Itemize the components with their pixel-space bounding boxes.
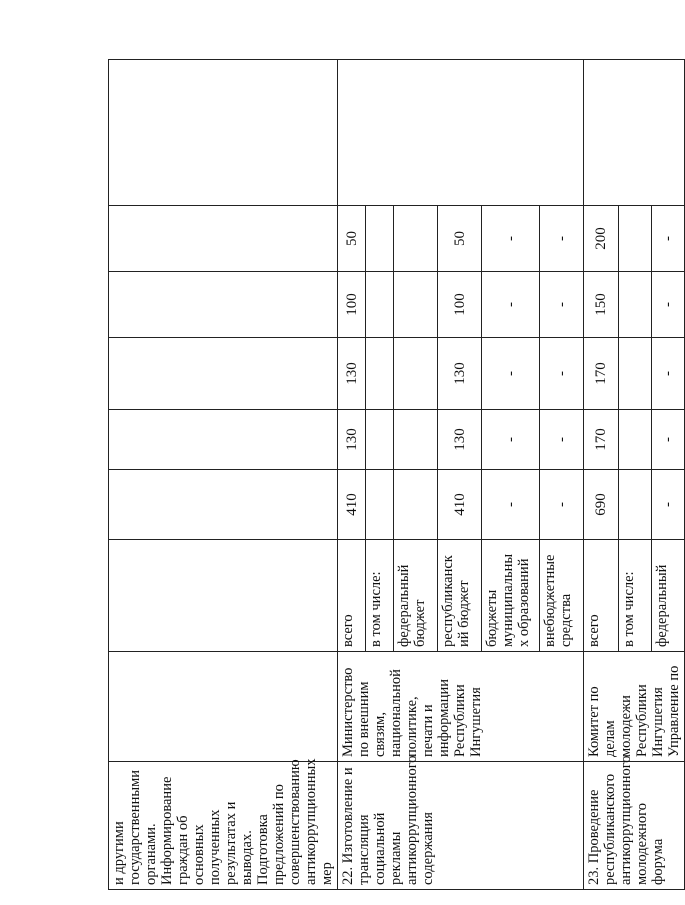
source-cell: бюджеты муниципальны х образований bbox=[482, 540, 540, 652]
table-row-continued bbox=[109, 60, 338, 890]
source-cell bbox=[109, 540, 338, 652]
source-cell: всего bbox=[338, 540, 366, 652]
executor-cell: Комитет по делам молодежи Республики Ингушетия Управление по bbox=[584, 652, 685, 762]
total-cell: 690 bbox=[584, 470, 619, 540]
year2-cell: - bbox=[540, 338, 584, 410]
program-table bbox=[108, 59, 685, 890]
total-cell bbox=[394, 470, 438, 540]
year3-cell bbox=[619, 272, 652, 338]
year4-cell bbox=[619, 206, 652, 272]
source-cell: республиканск ий бюджет bbox=[438, 540, 482, 652]
year1-cell: - bbox=[482, 410, 540, 470]
year3-cell bbox=[394, 272, 438, 338]
year1-cell bbox=[394, 410, 438, 470]
total-cell: - bbox=[652, 470, 685, 540]
year2-cell bbox=[366, 338, 394, 410]
total-cell: - bbox=[540, 470, 584, 540]
year3-cell bbox=[109, 272, 338, 338]
total-cell: 410 bbox=[438, 470, 482, 540]
rotated-table-wrapper bbox=[108, 60, 682, 890]
year3-cell bbox=[366, 272, 394, 338]
extra-cell bbox=[584, 60, 685, 206]
year4-cell: - bbox=[540, 206, 584, 272]
event-cell: и другими государственными органами. Информирование граждан об основных полученных результатах и выводах. Подготовка предложений по совершенствованию антикоррупционных мер bbox=[109, 762, 338, 890]
year1-cell: - bbox=[652, 410, 685, 470]
year1-cell: 130 bbox=[338, 410, 366, 470]
year4-cell bbox=[394, 206, 438, 272]
source-cell: внебюджетные средства bbox=[540, 540, 584, 652]
event-cell: 23. Проведение республиканского антикоррупционного молодежного форума bbox=[584, 762, 685, 890]
year2-cell bbox=[619, 338, 652, 410]
year2-cell: 130 bbox=[338, 338, 366, 410]
source-cell: федеральный bbox=[652, 540, 685, 652]
year3-cell: 100 bbox=[338, 272, 366, 338]
year1-cell: - bbox=[540, 410, 584, 470]
year3-cell: - bbox=[652, 272, 685, 338]
year2-cell: 130 bbox=[438, 338, 482, 410]
source-cell: всего bbox=[584, 540, 619, 652]
extra-cell bbox=[338, 60, 584, 206]
table-row bbox=[338, 60, 366, 890]
year3-cell: 100 bbox=[438, 272, 482, 338]
total-cell bbox=[619, 470, 652, 540]
event-cell: 22. Изготовление и трансляция социальной рекламы антикоррупционного содержания bbox=[338, 762, 584, 890]
year2-cell: 170 bbox=[584, 338, 619, 410]
executor-cell bbox=[109, 652, 338, 762]
year4-cell: 50 bbox=[438, 206, 482, 272]
year4-cell bbox=[109, 206, 338, 272]
source-cell: федеральный бюджет bbox=[394, 540, 438, 652]
table-row bbox=[584, 60, 619, 890]
year3-cell: - bbox=[482, 272, 540, 338]
year2-cell: - bbox=[652, 338, 685, 410]
year1-cell bbox=[619, 410, 652, 470]
year3-cell: 150 bbox=[584, 272, 619, 338]
total-cell: - bbox=[482, 470, 540, 540]
executor-cell: Министерство по внешним связям, национальной политике, печати и информации Республики Ингушетия bbox=[338, 652, 584, 762]
total-cell bbox=[366, 470, 394, 540]
year2-cell bbox=[109, 338, 338, 410]
year2-cell bbox=[394, 338, 438, 410]
source-cell: в том числе: bbox=[619, 540, 652, 652]
total-cell: 410 bbox=[338, 470, 366, 540]
total-cell bbox=[109, 470, 338, 540]
year1-cell bbox=[109, 410, 338, 470]
year1-cell bbox=[366, 410, 394, 470]
year3-cell: - bbox=[540, 272, 584, 338]
year1-cell: 170 bbox=[584, 410, 619, 470]
source-cell: в том числе: bbox=[366, 540, 394, 652]
year4-cell: - bbox=[482, 206, 540, 272]
year4-cell: 200 bbox=[584, 206, 619, 272]
year4-cell bbox=[366, 206, 394, 272]
year2-cell: - bbox=[482, 338, 540, 410]
year4-cell: 50 bbox=[338, 206, 366, 272]
extra-cell bbox=[109, 60, 338, 206]
year1-cell: 130 bbox=[438, 410, 482, 470]
year4-cell: - bbox=[652, 206, 685, 272]
